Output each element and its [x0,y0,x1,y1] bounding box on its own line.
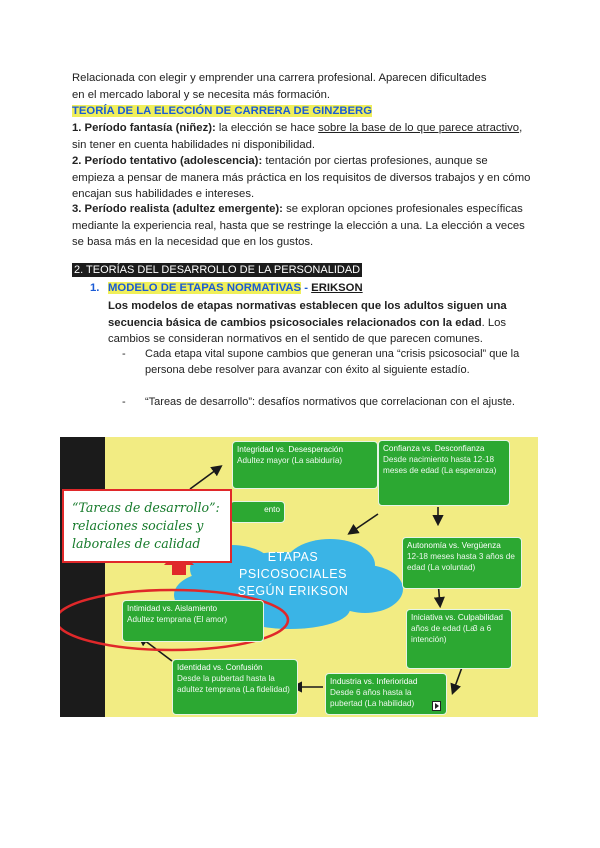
list-separator: - [301,282,312,294]
center-line-1: ETAPAS [267,550,319,564]
erikson-list-item [90,282,363,294]
period-1-text-underlined: sobre la base de lo que parece atractivo [318,122,520,134]
stage-subtitle: Desde nacimiento hasta 12-18 meses de edad (La esperanza) [383,455,497,475]
erikson-stages-diagram [60,437,538,717]
stage-title: Industria vs. Inferioridad [330,677,418,686]
normative-rest-text: . Los cambios se consideran normativos en el sentido de que parecen comunes. [108,316,507,345]
stage-subtitle: Desde la pubertad hasta la adultez temprana (La fidelidad) [177,674,290,694]
stage-title: Identidad vs. Confusión [177,663,263,672]
center-line-3: SEGÚN ERIKSON [237,584,349,598]
list-number: 1. [90,282,100,294]
ginzberg-heading-text: TEORÍA DE LA ELECCIÓN DE CARRERA DE GINZBERG [72,105,373,117]
play-icon [432,701,441,711]
period-2-text: tentación por ciertas profesiones, aunque se empieza a pensar de manera más práctica en los requisitos de diversos trabajos y en cómo encajan sus habilidades e intereses. [72,155,531,200]
stage-title: Integridad vs. Desesperación [237,445,344,454]
ginzberg-period-3 [72,201,532,251]
stage-integridad [232,441,378,489]
stage-autonomia [402,537,522,589]
intro-line-1: Relacionada con elegir y emprender una carrera profesional. Aparecen dificultades [72,72,487,84]
period-1-text-b: , sin tener en cuenta habilidades ni disponibilidad. [72,122,523,151]
bullet-text: Cada etapa vital supone cambios que generan una “crisis psicosocial” que la persona debe resolver para avanzar con éxito al siguiente estadío. [145,348,520,376]
stage-title: ento [264,505,280,514]
bullet-dash: - [122,348,126,360]
period-1-text-a: la elección se hace [215,122,319,134]
bullet-item [122,346,528,378]
stage-iniciativa [406,609,512,669]
list-author: ERIKSON [311,282,363,294]
tareas-callout: “Tareas de desarrollo”: relaciones sociales y laborales de calidad [62,489,232,563]
stage-identidad [172,659,298,715]
normative-models-paragraph [108,298,528,348]
ginzberg-period-1 [72,120,532,153]
stage-intimidad [122,600,264,642]
bullet-item [122,394,528,410]
period-2-label: 2. Período tentativo (adolescencia): [72,155,263,167]
stage-subtitle: Desde 6 años hasta la pubertad (La habilidad) [330,688,415,708]
intro-line-2: en el mercado laboral y se necesita más formación. [72,88,331,101]
stage-title: Confianza vs. Desconfianza [383,444,485,453]
period-3-text: se exploran opciones profesionales específicas mediante la experiencia real, hasta que se restringe la elección a una. La elección a veces se basa más en la necesidad que en los gustos. [72,203,525,248]
intro-paragraph [72,70,532,103]
ginzberg-period-2 [72,153,532,203]
list-title: MODELO DE ETAPAS NORMATIVAS [108,282,302,294]
stage-subtitle: años de edad (La intención) [411,624,475,644]
section-2-heading: 2. TEORÍAS DEL DESARROLLO DE LA PERSONALIDAD [74,264,361,276]
stage-subtitle: Adultez temprana (El amor) [127,615,228,624]
stage-subtitle: 12-18 meses hasta 3 años de edad (La voluntad) [407,552,515,572]
center-line-2: PSICOSOCIALES [239,567,347,581]
stage-subtitle-age: 3 a 6 [473,624,492,633]
diagram-center-label [228,549,358,600]
bullet-text: “Tareas de desarrollo”: desafíos normativos que correlacionan con el ajuste. [145,396,515,408]
stage-title: Autonomía vs. Vergüenza [407,541,501,550]
period-1-label: 1. Período fantasía (niñez): [72,122,216,134]
stage-subtitle: Adultez mayor (La sabiduría) [237,456,343,465]
normative-bold-text: Los modelos de etapas normativas establecen que los adultos siguen una secuencia básica de cambios psicosociales relacionados con la edad [108,300,507,329]
bullet-dash: - [122,396,126,408]
stage-title: Intimidad vs. Aislamiento [127,604,218,613]
stage-title: Iniciativa vs. Culpabilidad [411,613,503,622]
ginzberg-heading [72,103,532,120]
period-3-label: 3. Período realista (adultez emergente): [72,203,283,215]
stage-confianza [378,440,510,506]
stage-industria [325,673,447,715]
stage-partial [230,501,285,523]
